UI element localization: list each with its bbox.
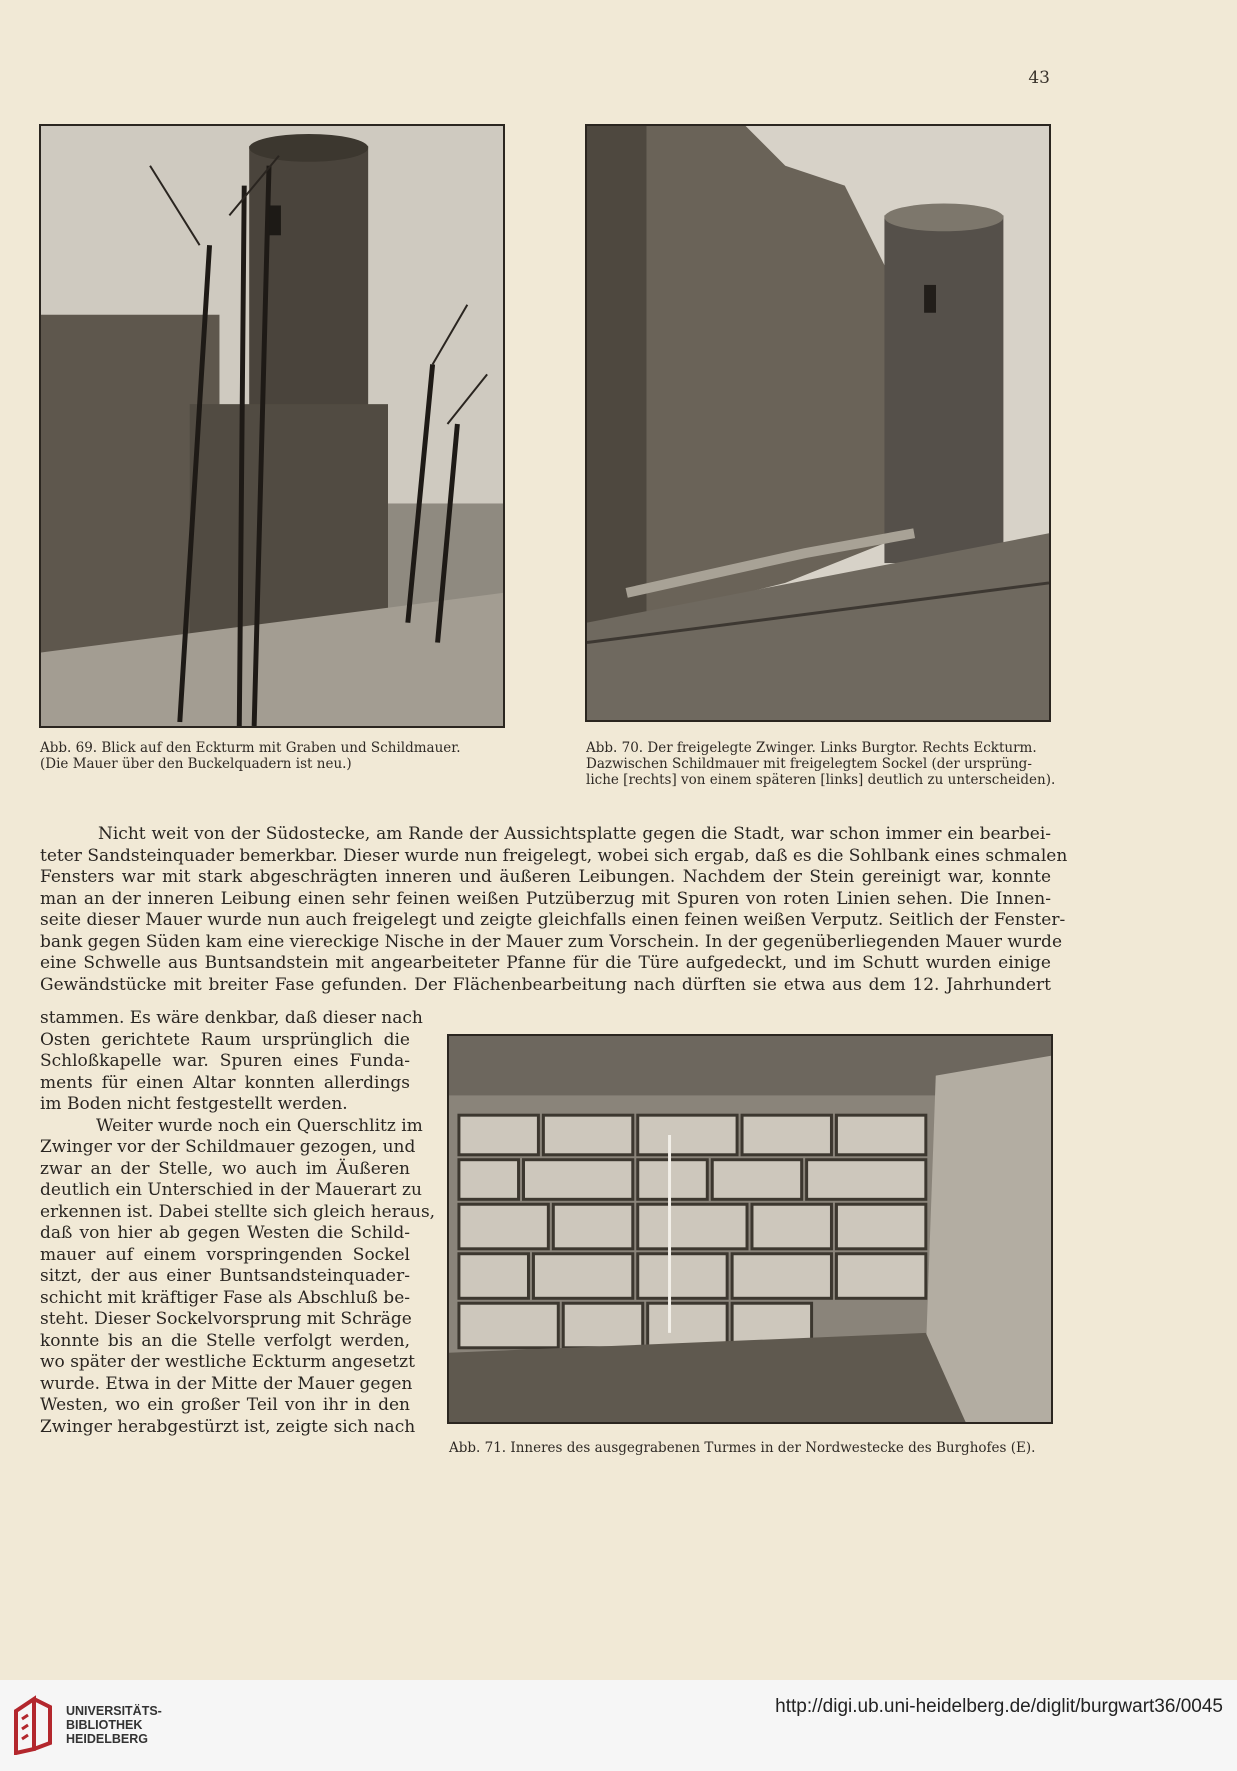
- text-line: daß von hier ab gegen Westen die Schild-: [40, 1223, 410, 1243]
- caption-line: liche [rechts] von einem späteren [links] deutlich zu unterscheiden).: [586, 772, 1056, 788]
- library-name-line: HEIDELBERG: [66, 1732, 148, 1746]
- caption-line: Abb. 71. Inneres des ausgegrabenen Turmes in der Nordwestecke des Burghofes (E).: [449, 1440, 1036, 1456]
- photo-abb69: [39, 124, 505, 728]
- text-line: Osten gerichtete Raum ursprünglich die: [40, 1029, 410, 1050]
- library-name-line: UNIVERSITÄTS-: [66, 1704, 162, 1718]
- text-line: bank gegen Süden kam eine viereckige Nische in der Mauer zum Vorschein. In der gegenüberliegenden Mauer wurde: [40, 931, 1063, 952]
- text-line: eine Schwelle aus Buntsandstein mit angearbeiteter Pfanne für die Türe aufgedeckt, und im Schutt wurden einige: [40, 953, 1051, 973]
- text-line: im Boden nicht festgestellt werden.: [40, 1094, 348, 1114]
- text-line: konnte bis an die Stelle verfolgt werden,: [40, 1330, 410, 1351]
- text-line: wurde. Etwa in der Mitte der Mauer gegen: [40, 1373, 413, 1394]
- text-line: steht. Dieser Sockelvorsprung mit Schräge: [40, 1309, 412, 1329]
- text-line: seite dieser Mauer wurde nun auch freigelegt und zeigte gleichfalls einen feinen weißen Verputz. Seitlich der Fenster-: [40, 910, 1066, 930]
- text-line: Gewändstücke mit breiter Fase gefunden. Der Flächenbearbeitung nach dürften sie etwa aus dem 12. Jahrhundert: [40, 974, 1051, 995]
- photo-abb70: [585, 124, 1051, 722]
- caption-line: Abb. 70. Der freigelegte Zwinger. Links Burgtor. Rechts Eckturm.: [586, 740, 1037, 756]
- caption-abb71: [449, 1440, 1035, 1456]
- text-line: Weiter wurde noch ein Querschlitz im: [96, 1115, 423, 1136]
- text-line: schicht mit kräftiger Fase als Abschluß be-: [40, 1287, 410, 1308]
- text-line: deutlich ein Unterschied in der Mauerart zu: [40, 1180, 422, 1200]
- text-line: sitzt, der aus einer Buntsandsteinquader-: [40, 1266, 410, 1286]
- text-line: Zwinger vor der Schildmauer gezogen, und: [40, 1137, 416, 1157]
- text-line: Schloßkapelle war. Spuren eines Funda-: [40, 1051, 410, 1071]
- text-line: mauer auf einem vorspringenden Sockel: [40, 1244, 410, 1265]
- caption-abb70: [586, 740, 1055, 788]
- caption-abb69: [40, 740, 461, 772]
- text-line: stammen. Es wäre denkbar, daß dieser nach: [40, 1008, 423, 1028]
- caption-line: Abb. 69. Blick auf den Eckturm mit Graben und Schildmauer.: [40, 740, 461, 756]
- library-name: [66, 1704, 162, 1746]
- text-line: Zwinger herabgestürzt ist, zeigte sich nach: [40, 1416, 416, 1437]
- source-url-link[interactable]: http://digi.ub.uni-heidelberg.de/diglit/burgwart36/0045: [775, 1696, 1223, 1717]
- text-line: Fensters war mit stark abgeschrägten inneren und äußeren Leibungen. Nachdem der Stein gereinigt war, konnte: [40, 867, 1051, 887]
- library-logo-icon: [12, 1693, 54, 1755]
- text-line: teter Sandsteinquader bemerkbar. Dieser wurde nun freigelegt, wobei sich ergab, daß es die Sohlbank eines schmalen: [40, 845, 1068, 866]
- text-line: zwar an der Stelle, wo auch im Äußeren: [40, 1158, 410, 1179]
- page-number: 43: [1028, 68, 1050, 88]
- paragraph-full-width: [40, 824, 1068, 996]
- text-line: man an der inneren Leibung einen sehr feinen weißen Putzüberzug mit Spuren von roten Linien sehen. Die Innen-: [40, 888, 1051, 909]
- footer-bar: [0, 1680, 1237, 1771]
- caption-line: (Die Mauer über den Buckelquadern ist neu.): [40, 756, 352, 772]
- paragraph-column: [40, 1008, 436, 1438]
- text-line: Westen, wo ein großer Teil von ihr in den: [40, 1395, 410, 1415]
- text-line: Nicht weit von der Südostecke, am Rande der Aussichtsplatte gegen die Stadt, war schon immer ein bearbei-: [98, 824, 1051, 844]
- text-line: ments für einen Altar konnten allerdings: [40, 1072, 410, 1093]
- caption-line: Dazwischen Schildmauer mit freigelegtem Sockel (der ursprüng-: [586, 756, 1032, 772]
- photo-abb71: [447, 1034, 1053, 1424]
- text-line: wo später der westliche Eckturm angesetzt: [40, 1352, 415, 1372]
- library-name-line: BIBLIOTHEK: [66, 1718, 143, 1732]
- text-line: erkennen ist. Dabei stellte sich gleich heraus,: [40, 1201, 436, 1222]
